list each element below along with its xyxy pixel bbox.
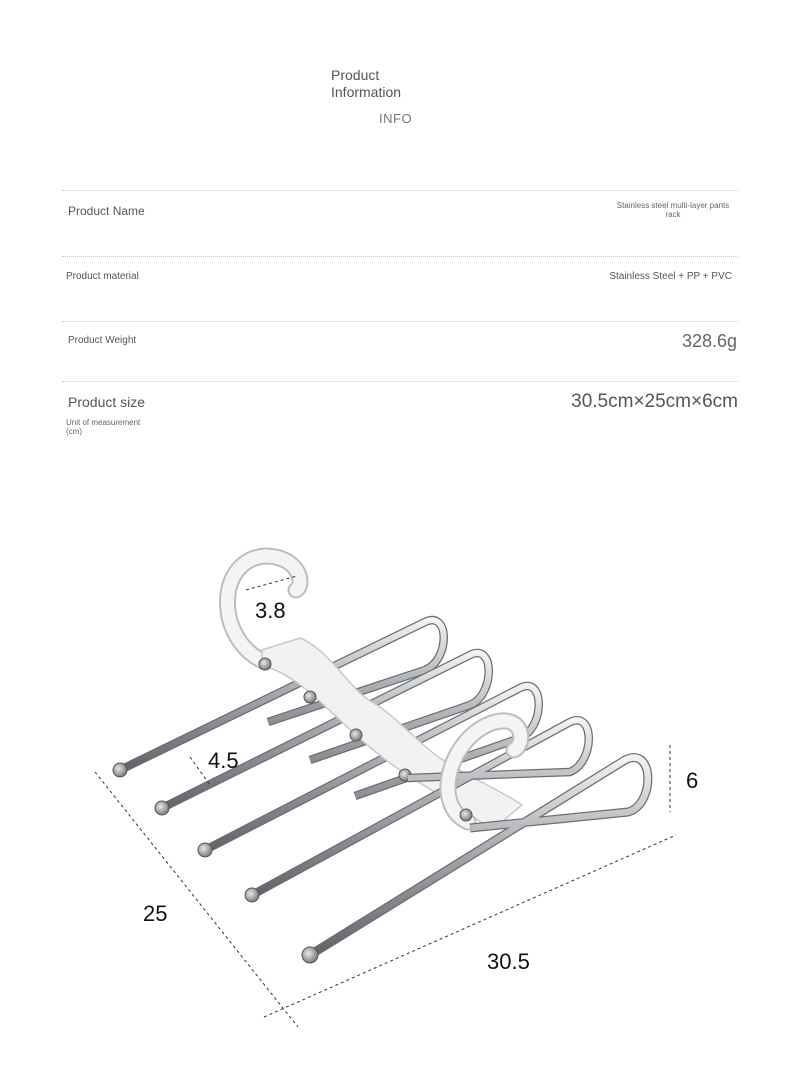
hook-width-label: 3.8 [255, 598, 286, 623]
divider [62, 321, 738, 322]
height-label: 6 [686, 768, 699, 793]
divider [62, 190, 738, 191]
product-name-value-line1: Stainless steel multi-layer pants [616, 201, 730, 210]
section-subtitle: INFO [379, 111, 413, 126]
unit-of-measurement [66, 418, 140, 436]
section-title-line2: Information [331, 84, 402, 100]
rod-end-cap [302, 947, 318, 963]
product-size-value: 30.5cm×25cm×6cm [571, 391, 738, 412]
depth-label: 25 [143, 901, 168, 926]
product-weight-label: Product Weight [68, 335, 137, 346]
length-dim-line [264, 835, 676, 1017]
rod-end-cap [198, 843, 212, 857]
unit-line2: (cm) [66, 427, 82, 436]
rod-end-cap [113, 763, 127, 777]
unit-line1: Unit of measurement [66, 418, 141, 427]
rod-end-cap [245, 888, 259, 902]
length-label: 30.5 [487, 949, 530, 974]
product-size-label: Product size [68, 394, 146, 410]
product-dimension-diagram [0, 520, 790, 1085]
product-name-value-line2: rack [665, 210, 681, 219]
divider [62, 256, 738, 257]
divider [62, 381, 738, 382]
section-title-line1: Product [331, 67, 380, 83]
depth-dim-line [95, 772, 298, 1027]
product-weight-value: 328.6g [681, 331, 737, 351]
section-title [331, 67, 401, 101]
product-name-label: Product Name [68, 204, 145, 218]
spacing-dim-line [190, 757, 210, 785]
product-material-label: Product material [66, 271, 139, 282]
rod-end-cap [155, 801, 169, 815]
product-name-value [598, 201, 748, 219]
bar-spacing-label: 4.5 [208, 748, 239, 773]
product-material-value: Stainless Steel + PP + PVC [609, 271, 732, 282]
